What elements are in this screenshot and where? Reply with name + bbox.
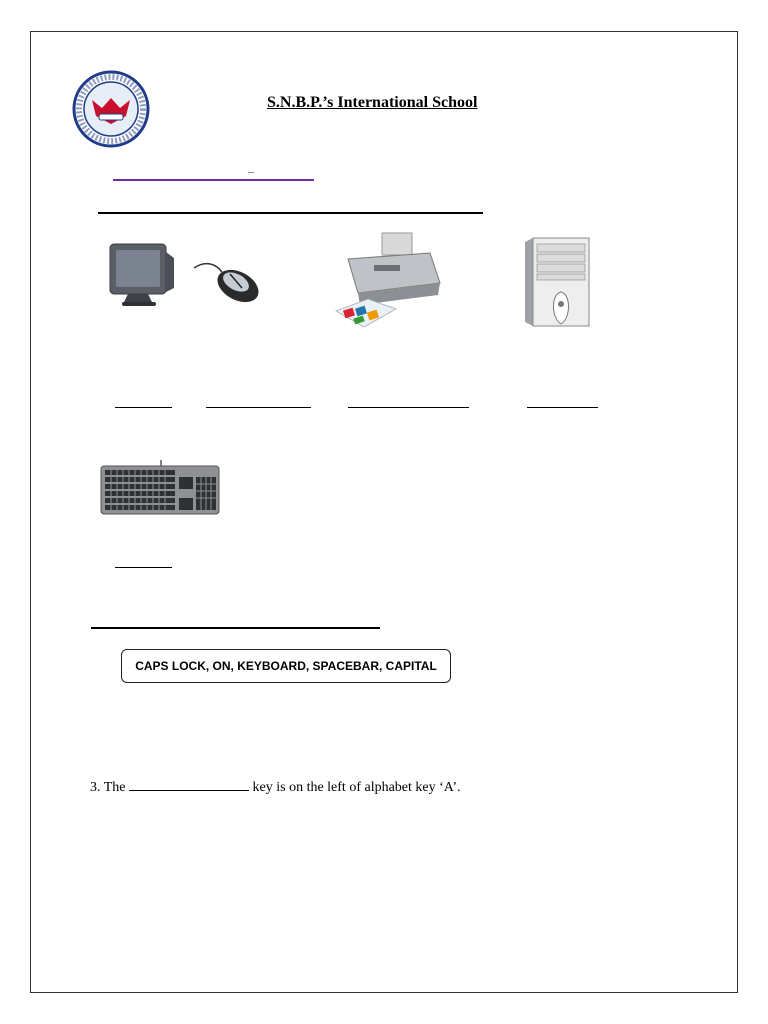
answer-blank-printer[interactable] xyxy=(348,407,469,408)
section-1-heading-line xyxy=(98,212,483,214)
school-logo xyxy=(72,70,150,148)
answer-blank-mouse[interactable] xyxy=(206,407,311,408)
answer-blank-monitor[interactable] xyxy=(115,407,172,408)
monitor-image xyxy=(106,240,176,310)
section-2-heading-line xyxy=(91,627,380,629)
question-3-prefix: 3. The xyxy=(90,780,130,795)
question-3 xyxy=(90,779,461,796)
school-title: S.N.B.P.’s International School xyxy=(267,94,478,111)
question-3-suffix: key is on the left of alphabet key ‘A’. xyxy=(249,780,461,795)
printer-image xyxy=(334,231,444,331)
word-bank-text: CAPS LOCK, ON, KEYBOARD, SPACEBAR, CAPITAL xyxy=(135,659,437,673)
cpu-tower-image xyxy=(523,236,593,330)
answer-blank-keyboard[interactable] xyxy=(115,567,172,568)
mouse-image xyxy=(192,258,264,310)
tiny-mark: _ xyxy=(248,160,254,174)
keyboard-image xyxy=(99,460,221,516)
word-bank-box xyxy=(121,649,451,683)
answer-blank-cpu[interactable] xyxy=(527,407,598,408)
heading-underline-purple xyxy=(113,179,314,181)
question-3-blank[interactable] xyxy=(129,779,249,791)
